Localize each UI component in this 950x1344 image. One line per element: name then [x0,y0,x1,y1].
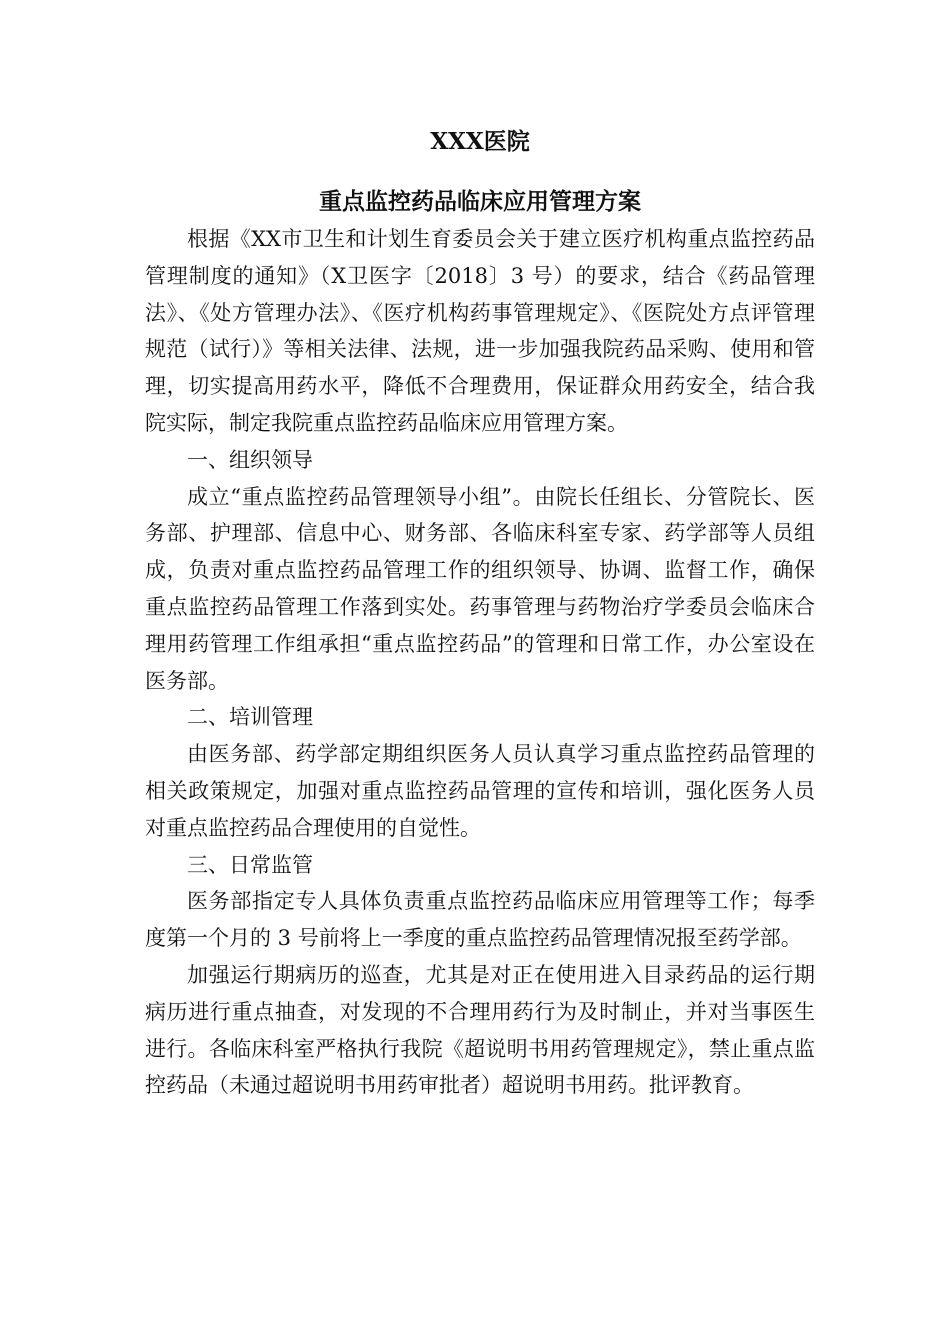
supervision-paragraph: 医务部指定专人具体负责重点监控药品临床应用管理等工作；每季度第一个月的 3 号前将上一季度的重点监控药品管理情况报至药学部。 [145,889,815,951]
section-heading-training: 二、培训管理 [187,705,313,730]
document-subtitle: 重点监控药品临床应用管理方案 [319,188,641,215]
document-page [145,125,815,1104]
organization-paragraph: 成立“重点监控药品管理领导小组”。由院长任组长、分管院长、医务部、护理部、信息中心、财务部、各临床科室专家、药学部等人员组成，负责对重点监控药品管理工作的组织领导、协调、监督工作，确保重点监控药品管理工作落到实处。药事管理与药物治疗学委员会临床合理用药管理工作组承担“重点监控药品”的管理和日常工作，办公室设在医务部。 [145,484,815,693]
training-paragraph: 由医务部、药学部定期组织医务人员认真学习重点监控药品管理的相关政策规定，加强对重点监控药品管理的宣传和培训，强化医务人员对重点监控药品合理使用的自觉性。 [145,742,815,840]
inspection-paragraph: 加强运行期病历的巡查，尤其是对正在使用进入目录药品的运行期病历进行重点抽查，对发现的不合理用药行为及时制止，并对当事医生进行。各临床科室严格执行我院《超说明书用药管理规定》，禁止重点监控药品（未通过超说明书用药审批者）超说明书用药。批评教育。 [145,962,815,1098]
intro-paragraph: 根据《XX市卫生和计划生育委员会关于建立医疗机构重点监控药品管理制度的通知》（X卫医字〔2018〕3 号）的要求，结合《药品管理法》、《处方管理办法》、《医疗机构药事管理规定》、《医院处方点评管理规范（试行）》等相关法律、法规，进一步加强我院药品采购、使用和管理，切实提高用药水平，降低不合理费用，保证群众用药安全，结合我院实际，制定我院重点监控药品临床应用管理方案。 [145,227,815,435]
document-title: XXX医院 [430,128,530,155]
section-heading-organization: 一、组织领导 [187,447,313,472]
section-heading-supervision: 三、日常监管 [187,852,313,877]
